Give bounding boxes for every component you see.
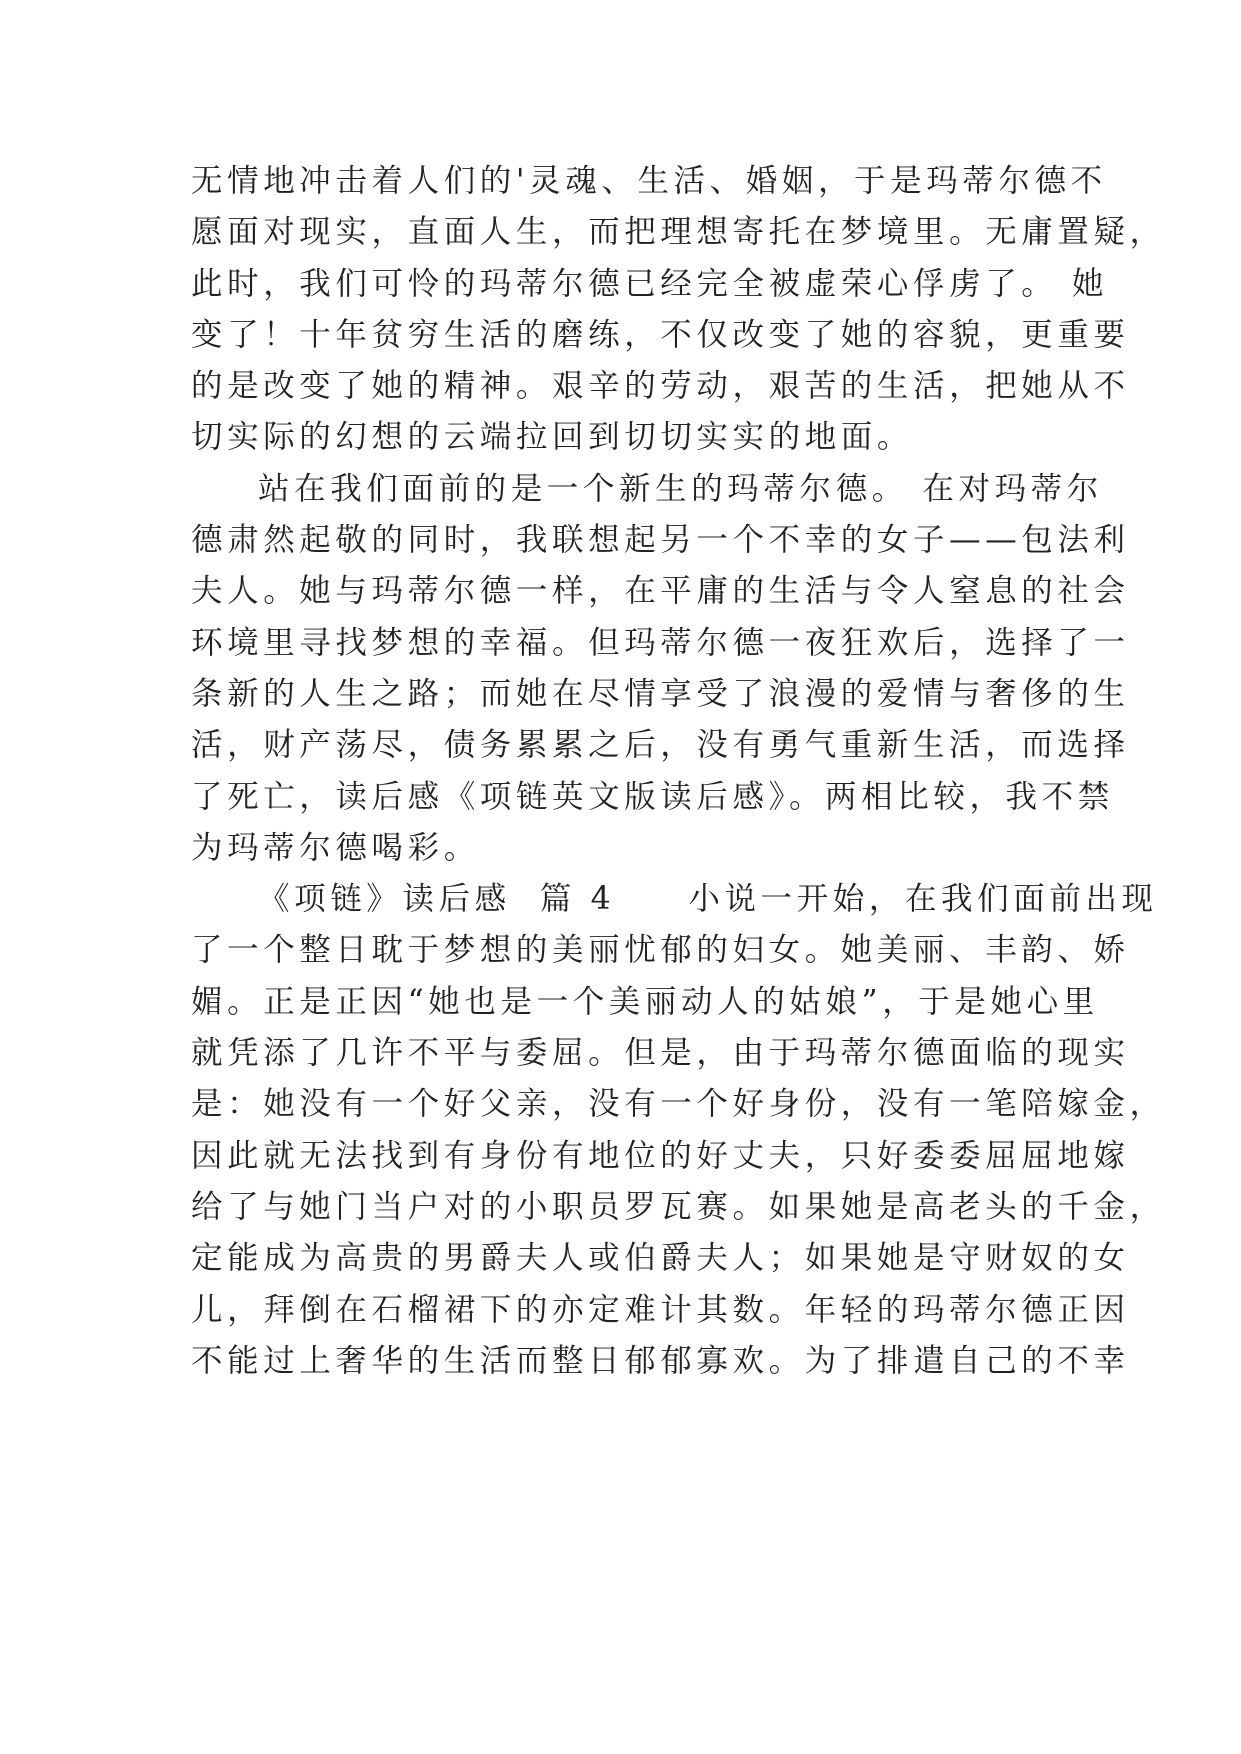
section-heading-line: 《项链》读后感 篇 4 小说一开始，在我们面前出现 [258,881,1158,918]
paragraph-start-line: 站在我们面前的是一个新生的玛蒂尔德。 在对玛蒂尔 [258,470,1103,507]
body-text [191,156,1166,1387]
text-line: 切实际的幻想的云端拉回到切切实实的地面。 [191,419,914,456]
text-line: 此时，我们可怜的玛蒂尔德已经完全被虚荣心俘虏了。 她 [191,265,1109,302]
text-line: 儿，拜倒在石榴裙下的亦定难计其数。年轻的玛蒂尔德正因 [191,1291,1130,1328]
text-line: 了一个整日耽于梦想的美丽忧郁的妇女。她美丽、丰韵、娇 [191,932,1130,969]
text-line: 变了！十年贫穷生活的磨练，不仅改变了她的容貌，更重要 [191,316,1130,353]
text-line: 德肃然起敬的同时，我联想起另一个不幸的女子——包法利 [191,522,1130,559]
text-line: 了死亡，读后感《项链英文版读后感》。两相比较，我不禁 [191,778,1114,815]
text-line: 夫人。她与玛蒂尔德一样，在平庸的生活与令人窒息的社会 [191,573,1130,610]
text-line: 因此就无法找到有身份有地位的好丈夫，只好委委屈屈地嫁 [191,1137,1130,1174]
text-line: 的是改变了她的精神。艰辛的劳动，艰苦的生活，把她从不 [191,368,1130,405]
text-line: 媚。正是正因“她也是一个美丽动人的姑娘”，于是她心里 [191,983,1099,1020]
text-line: 环境里寻找梦想的幸福。但玛蒂尔德一夜狂欢后，选择了一 [191,624,1130,661]
text-line: 为玛蒂尔德喝彩。 [191,829,480,866]
text-line: 无情地冲击着人们的'灵魂、生活、婚姻，于是玛蒂尔德不 [191,163,1107,199]
text-line: 是：她没有一个好父亲，没有一个好身份，没有一笔陪嫁金， [191,1086,1166,1123]
text-line: 活，财产荡尽，债务累累之后，没有勇气重新生活，而选择 [191,727,1130,764]
text-line: 愿面对现实，直面人生，而把理想寄托在梦境里。无庸置疑， [191,214,1166,251]
text-line: 给了与她门当户对的小职员罗瓦赛。如果她是高老头的千金， [191,1188,1166,1225]
text-line: 定能成为高贵的男爵夫人或伯爵夫人；如果她是守财奴的女 [191,1240,1130,1277]
text-line: 条新的人生之路；而她在尽情享受了浪漫的爱情与奢侈的生 [191,675,1130,712]
text-line: 就凭添了几许不平与委屈。但是，由于玛蒂尔德面临的现实 [191,1035,1130,1072]
text-line: 不能过上奢华的生活而整日郁郁寡欢。为了排遣自己的不幸 [191,1342,1130,1379]
